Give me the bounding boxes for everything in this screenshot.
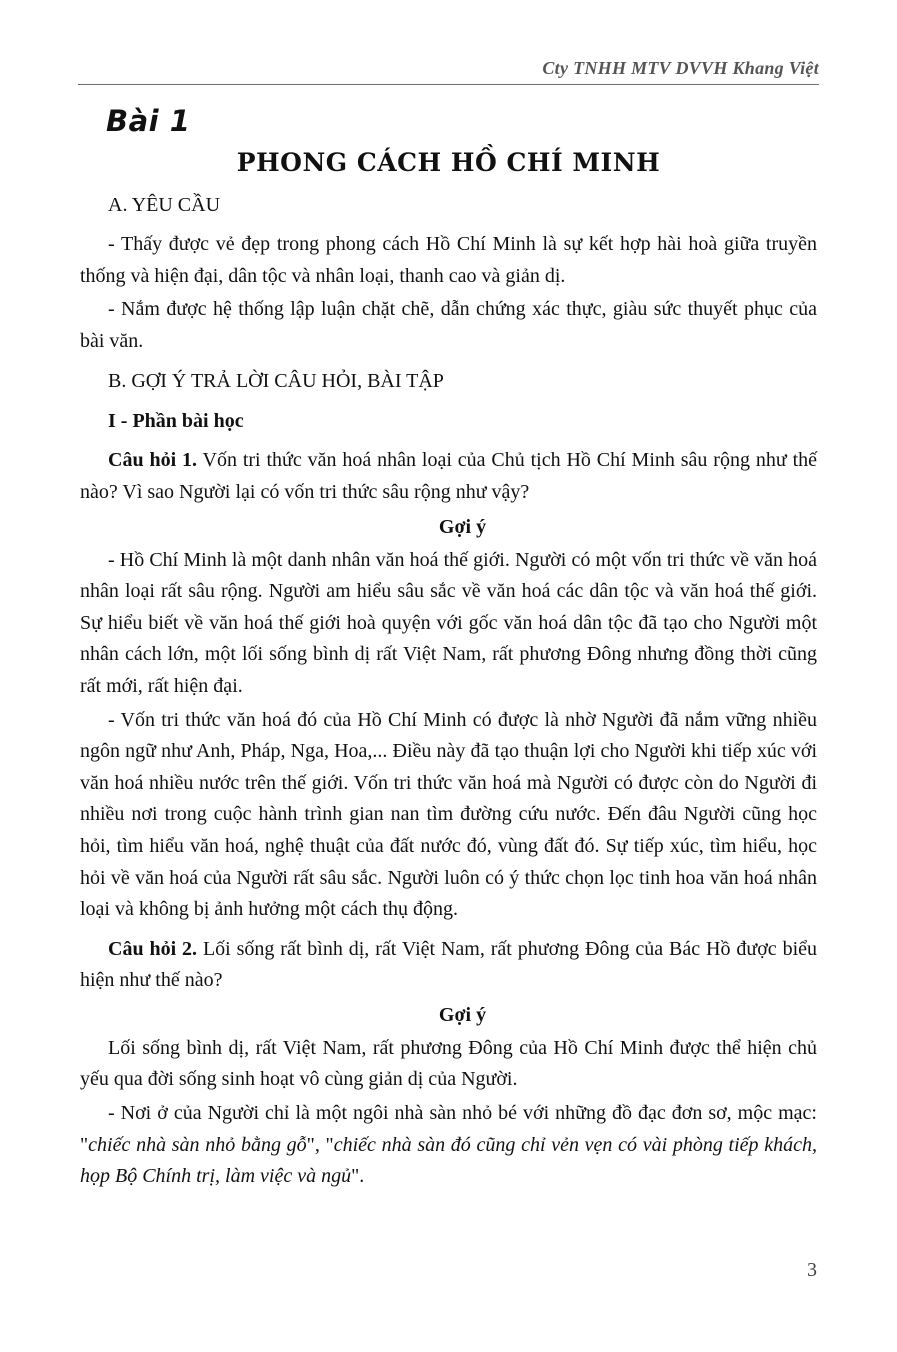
answer-paragraph: Lối sống bình dị, rất Việt Nam, rất phương Đông của Hồ Chí Minh được thể hiện chủ yếu qua đời sống sinh hoạt vô cùng giản dị của Người. [80, 1036, 817, 1091]
page-title: PHONG CÁCH HỒ CHÍ MINH [236, 148, 661, 177]
section-b-heading: B. GỢI Ý TRẢ LỜI CÂU HỎI, BÀI TẬP [108, 370, 444, 393]
hint-heading-1: Gợi ý [438, 515, 487, 538]
question-1-text: Vốn tri thức văn hoá nhân loại của Chủ tịch Hồ Chí Minh sâu rộng như thế nào? Vì sao Người lại có vốn tri thức sâu rộng như vậy? [80, 449, 817, 503]
section-a-heading: A. YÊU CẦU [108, 194, 221, 216]
part-heading: I - Phần bài học [108, 410, 244, 433]
question-2-text: Lối sống rất bình dị, rất Việt Nam, rất phương Đông của Bác Hồ được biểu hiện như thế nào? [80, 937, 817, 992]
question-2-label: Câu hỏi 2. [108, 937, 198, 960]
answer-lead: - Nơi ở của Người chỉ là một ngôi nhà sàn nhỏ bé với những đồ đạc đơn sơ, mộc mạc: " [80, 1102, 817, 1156]
requirement-item: - Nắm được hệ thống lập luận chặt chẽ, dẫn chứng xác thực, giàu sức thuyết phục của bài văn. [80, 298, 817, 352]
answer-paragraph [80, 1098, 817, 1193]
page-content [80, 100, 817, 1195]
quote-2: chiếc nhà sàn đó cũng chỉ vẻn vẹn có vài phòng tiếp khách, họp Bộ Chính trị, làm việc và ngủ [80, 1133, 818, 1188]
lesson-label: Bài 1 [106, 104, 191, 138]
quote-1: chiếc nhà sàn nhỏ bằng gỗ [88, 1133, 307, 1156]
hint-heading-2: Gợi ý [438, 1003, 487, 1026]
requirement-item: - Thấy được vẻ đẹp trong phong cách Hồ Chí Minh là sự kết hợp hài hoà giữa truyền thống và hiện đại, dân tộc và nhân loại, thanh cao và giản dị. [80, 233, 817, 287]
question-1-label: Câu hỏi 1. [108, 449, 197, 472]
page-number: 3 [807, 1259, 817, 1281]
question-1 [80, 445, 817, 508]
quote-separator: ", " [306, 1133, 334, 1156]
answer-paragraph: - Vốn tri thức văn hoá đó của Hồ Chí Minh có được là nhờ Người đã nắm vững nhiều ngôn ngữ như Anh, Pháp, Nga, Hoa,... Điều này đã tạo thuận lợi cho Người khi tiếp xúc với văn hoá nhiều nước trên thế giới. Vốn tri thức văn hoá mà Người có được còn do Người đi nhiều nơi trong cuộc hành trình gian nan tìm đường cứu nước. Đến đâu Người cũng học hỏi, tìm hiểu văn hoá, nghệ thuật của đất nước đó, vùng đất đó. Sự tiếp xúc, tìm hiểu, học hỏi về văn hoá của Người rất sâu sắc. Người luôn có ý thức chọn lọc tinh hoa văn hoá nhân loại và không bị ảnh hưởng một cách thụ động. [80, 708, 817, 921]
question-2 [80, 934, 817, 997]
answer-paragraph: - Hồ Chí Minh là một danh nhân văn hoá thế giới. Người có một vốn tri thức về văn hoá nhân loại rất sâu rộng. Người am hiểu sâu sắc về văn hoá các dân tộc và văn hoá thế giới. Sự hiểu biết về văn hoá thế giới hoà quyện với gốc văn hoá dân tộc đã tạo cho Người một nhân cách lớn, một lối sống bình dị rất Việt Nam, rất phương Đông nhưng đồng thời cũng rất mới, rất hiện đại. [80, 548, 817, 697]
answer-tail: ". [351, 1165, 365, 1188]
running-header: Cty TNHH MTV DVVH Khang Việt [78, 58, 819, 85]
